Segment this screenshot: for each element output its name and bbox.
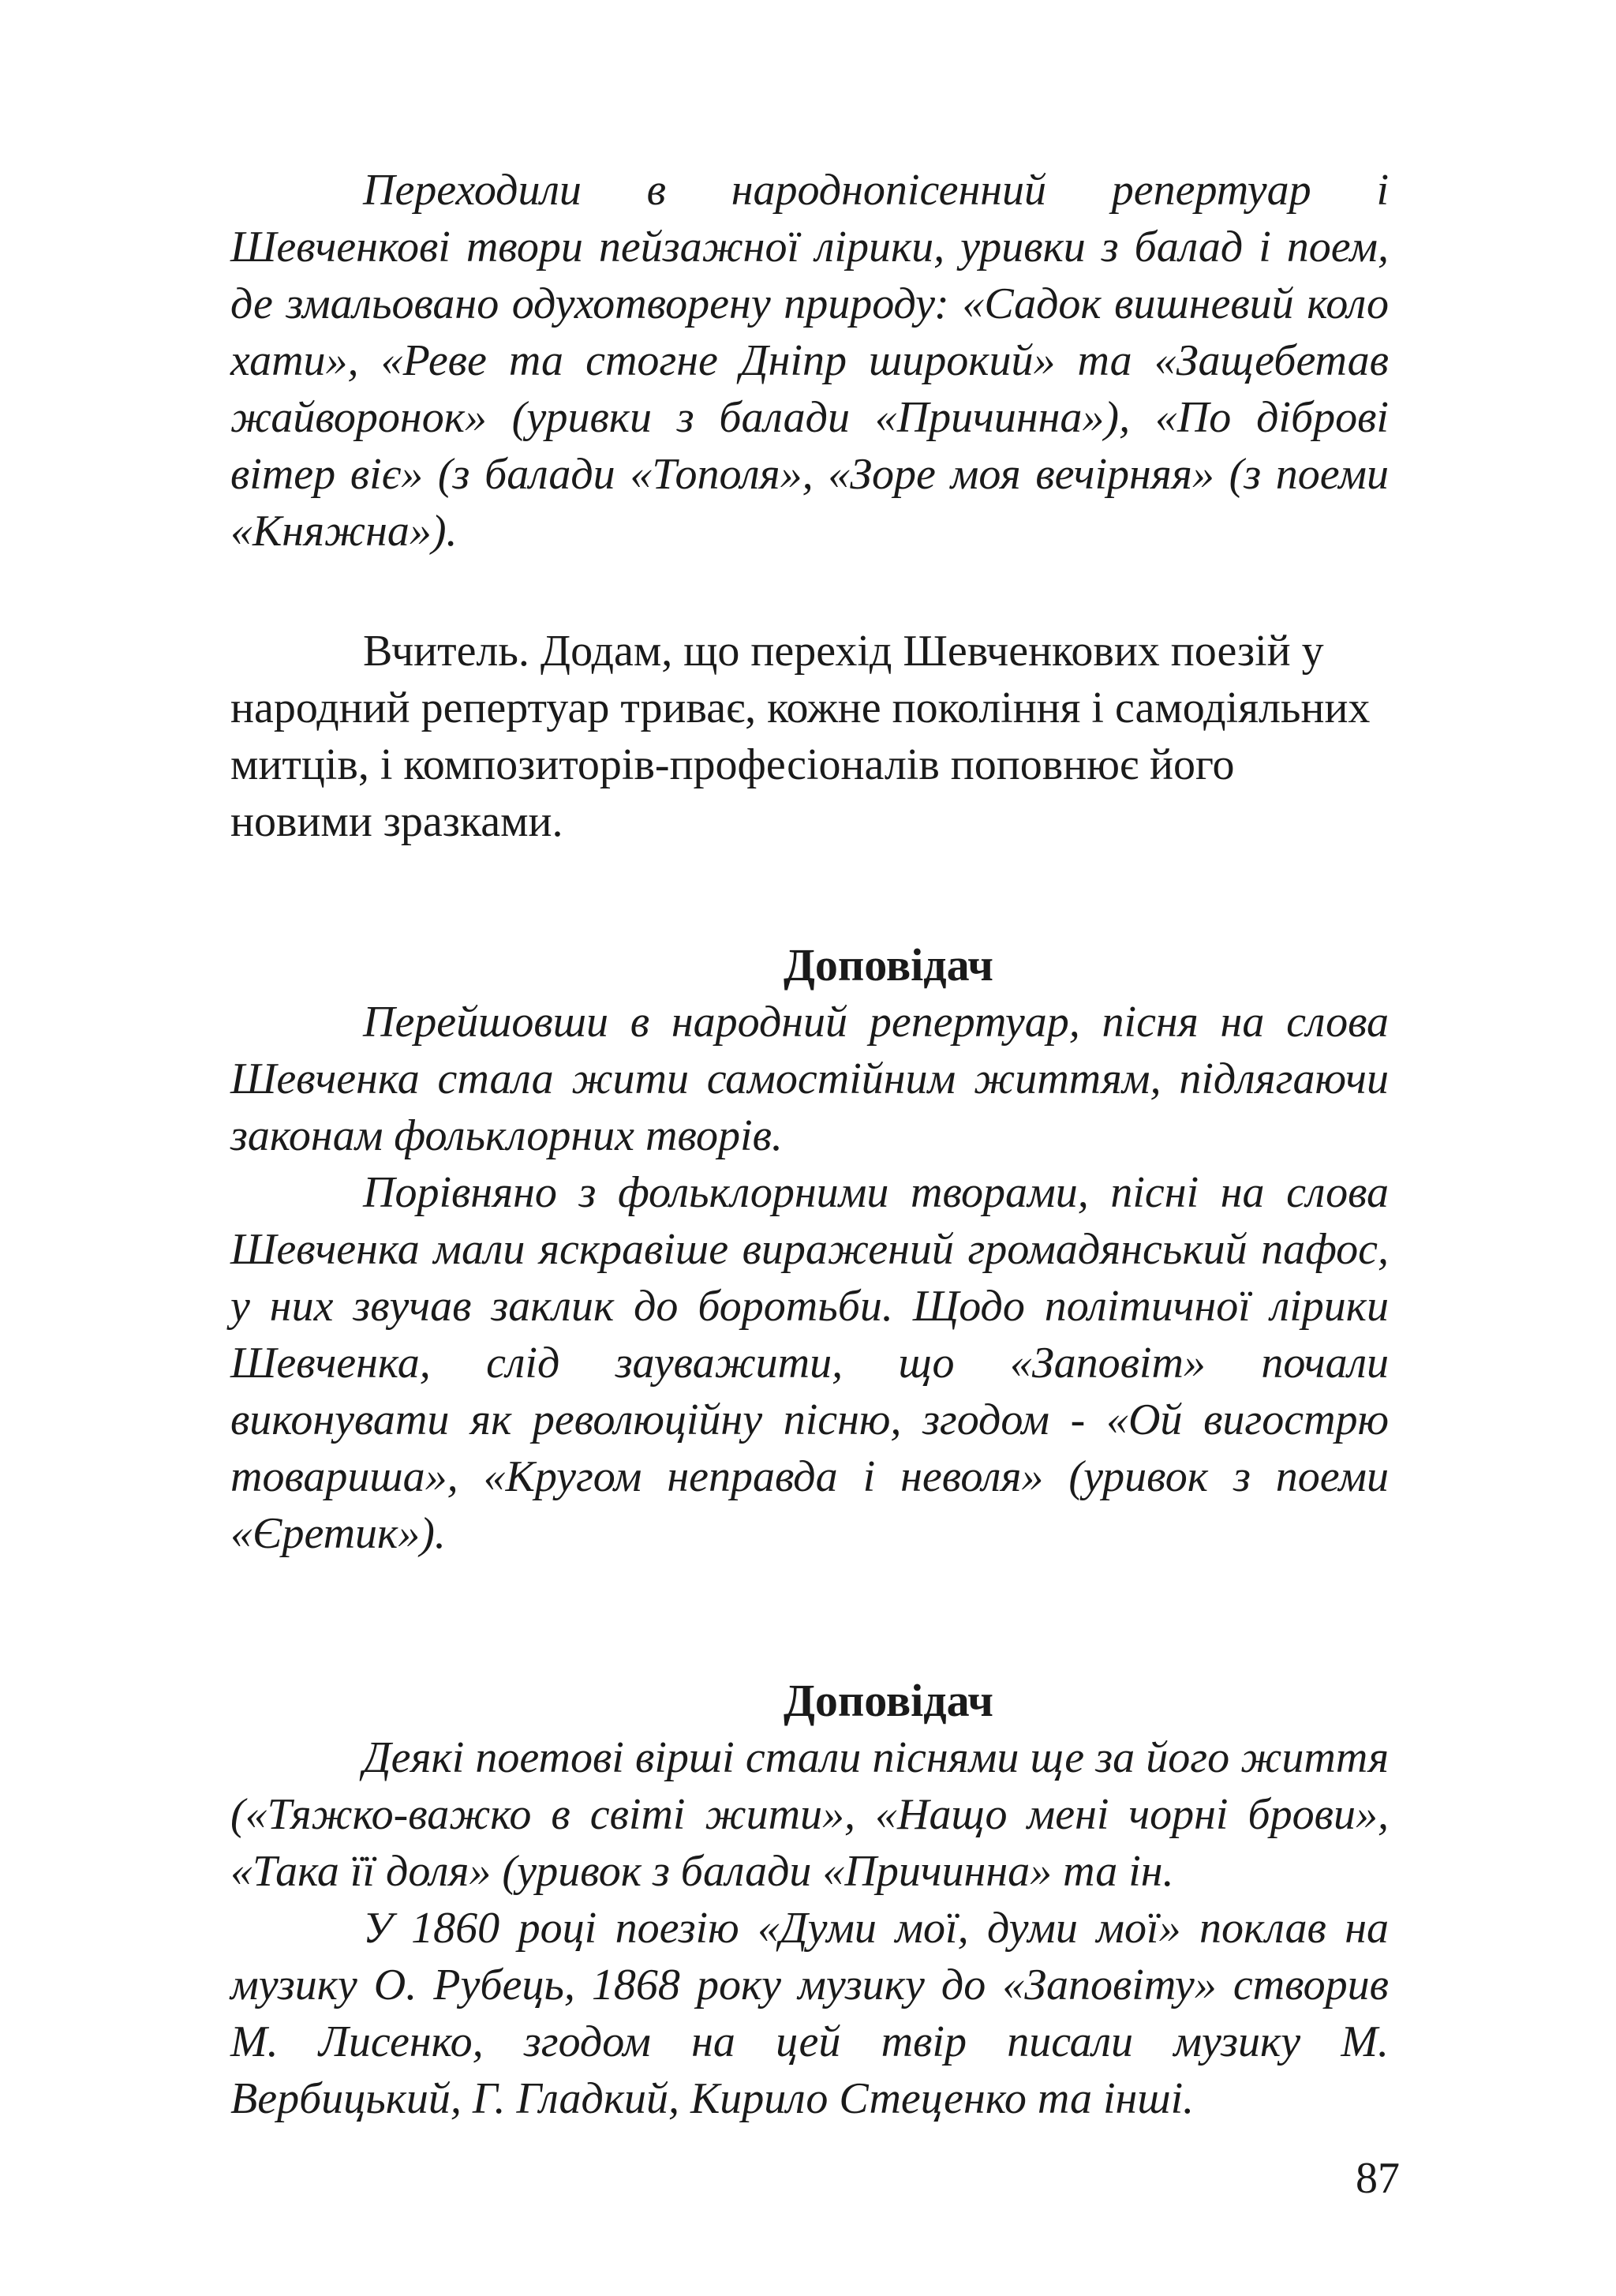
paragraph-civic-pathos: Порівняно з фольклорними творами, пісні на слова Шевченка мали яскравіше виражений громадянський пафос, у них звучав заклик до боротьби. Щодо політичної лірики Шевченка, слід зауважити, що «Заповіт» почали виконувати як революційну пісню, згодом - «Ой вигострю товариша», «Кругом неправда і неволя» (уривок з поеми «Єретик»). (230, 1168, 1389, 1558)
spacer (230, 850, 1389, 937)
paragraph-independent-life: Перейшовши в народний репертуар, пісня на слова Шевченка стала жити самостійним життям, підлягаючи законам фольклорних творів. (230, 998, 1389, 1160)
page-number: 87 (1356, 2154, 1400, 2203)
page-content (230, 162, 1389, 2127)
spacer (230, 1562, 1389, 1672)
section-heading-speaker-1: Доповідач (783, 939, 994, 991)
spacer (230, 560, 1389, 623)
section-heading-speaker-2: Доповідач (783, 1675, 994, 1726)
paragraph-teacher: Вчитель. Додам, що перехід Шевченкових поезій у народний репертуар триває, кожне покоління і самодіяльних митців, і композиторів-професіоналів поповнює його новими зразками. (230, 627, 1371, 846)
paragraph-lifetime-songs: Деякі поетові вірші стали піснями ще за його життя («Тяжко-важко в світі жити», «Нащо мені чорні брови», «Така її доля» (уривок з балади «Причинна» та ін. (230, 1733, 1389, 1896)
paragraph-composers: У 1860 році поезію «Думи мої, думи мої» поклав на музику О. Рубець, 1868 року музику до «Заповіту» створив М. Лисенко, згодом на цей твір писали музику М. Вербицький, Г. Гладкий, Кирило Стеценко та інші. (230, 1904, 1389, 2123)
paragraph-folk-repertoire: Переходили в народнопісенний репертуар і Шевченкові твори пейзажної лірики, уривки з балад і поем, де змальовано одухотворену природу: «Садок вишневий коло хати», «Реве та стогне Дніпр широкий» та «Защебетав жайворонок» (уривки з балади «Причинна»), «По діброві вітер віє» (з балади «Тополя», «Зоре моя вечірняя» (з поеми «Княжна»). (230, 166, 1389, 556)
